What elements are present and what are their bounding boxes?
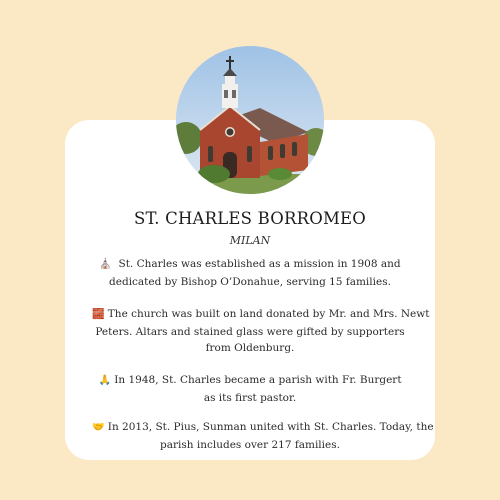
history-line: The church was built on land donated by Mr. and Mrs. Newt <box>107 308 430 320</box>
church-photo <box>176 46 324 194</box>
history-paragraph-parish <box>92 372 408 406</box>
brick-icon: 🧱 <box>92 309 105 320</box>
church-location: MILAN <box>229 234 271 247</box>
history-line: as its first pastor. <box>203 391 297 404</box>
history-line: from Oldenburg. <box>205 342 295 354</box>
church-name: ST. CHARLES BORROMEO <box>133 209 367 228</box>
history-paragraph-building <box>92 306 430 357</box>
history-paragraph-founding <box>92 256 408 290</box>
history-line: In 1948, St. Charles became a parish with Fr. Burgert <box>114 374 402 386</box>
history-line: Peters. Altars and stained glass were gifted by supporters <box>95 325 405 338</box>
praying-hands-icon: 🙏 <box>98 375 111 386</box>
history-line: dedicated by Bishop O’Donahue, serving 15 families. <box>109 275 391 288</box>
handshake-icon: 🤝 <box>92 422 105 433</box>
church-icon: ⛪ <box>99 259 112 270</box>
history-line: St. Charles was established as a mission in 1908 and <box>118 258 401 270</box>
history-line: In 2013, St. Pius, Sunman united with St. Charles. Today, the <box>107 421 434 433</box>
history-line: parish includes over 217 families. <box>160 438 340 451</box>
history-paragraph-union <box>92 419 434 453</box>
